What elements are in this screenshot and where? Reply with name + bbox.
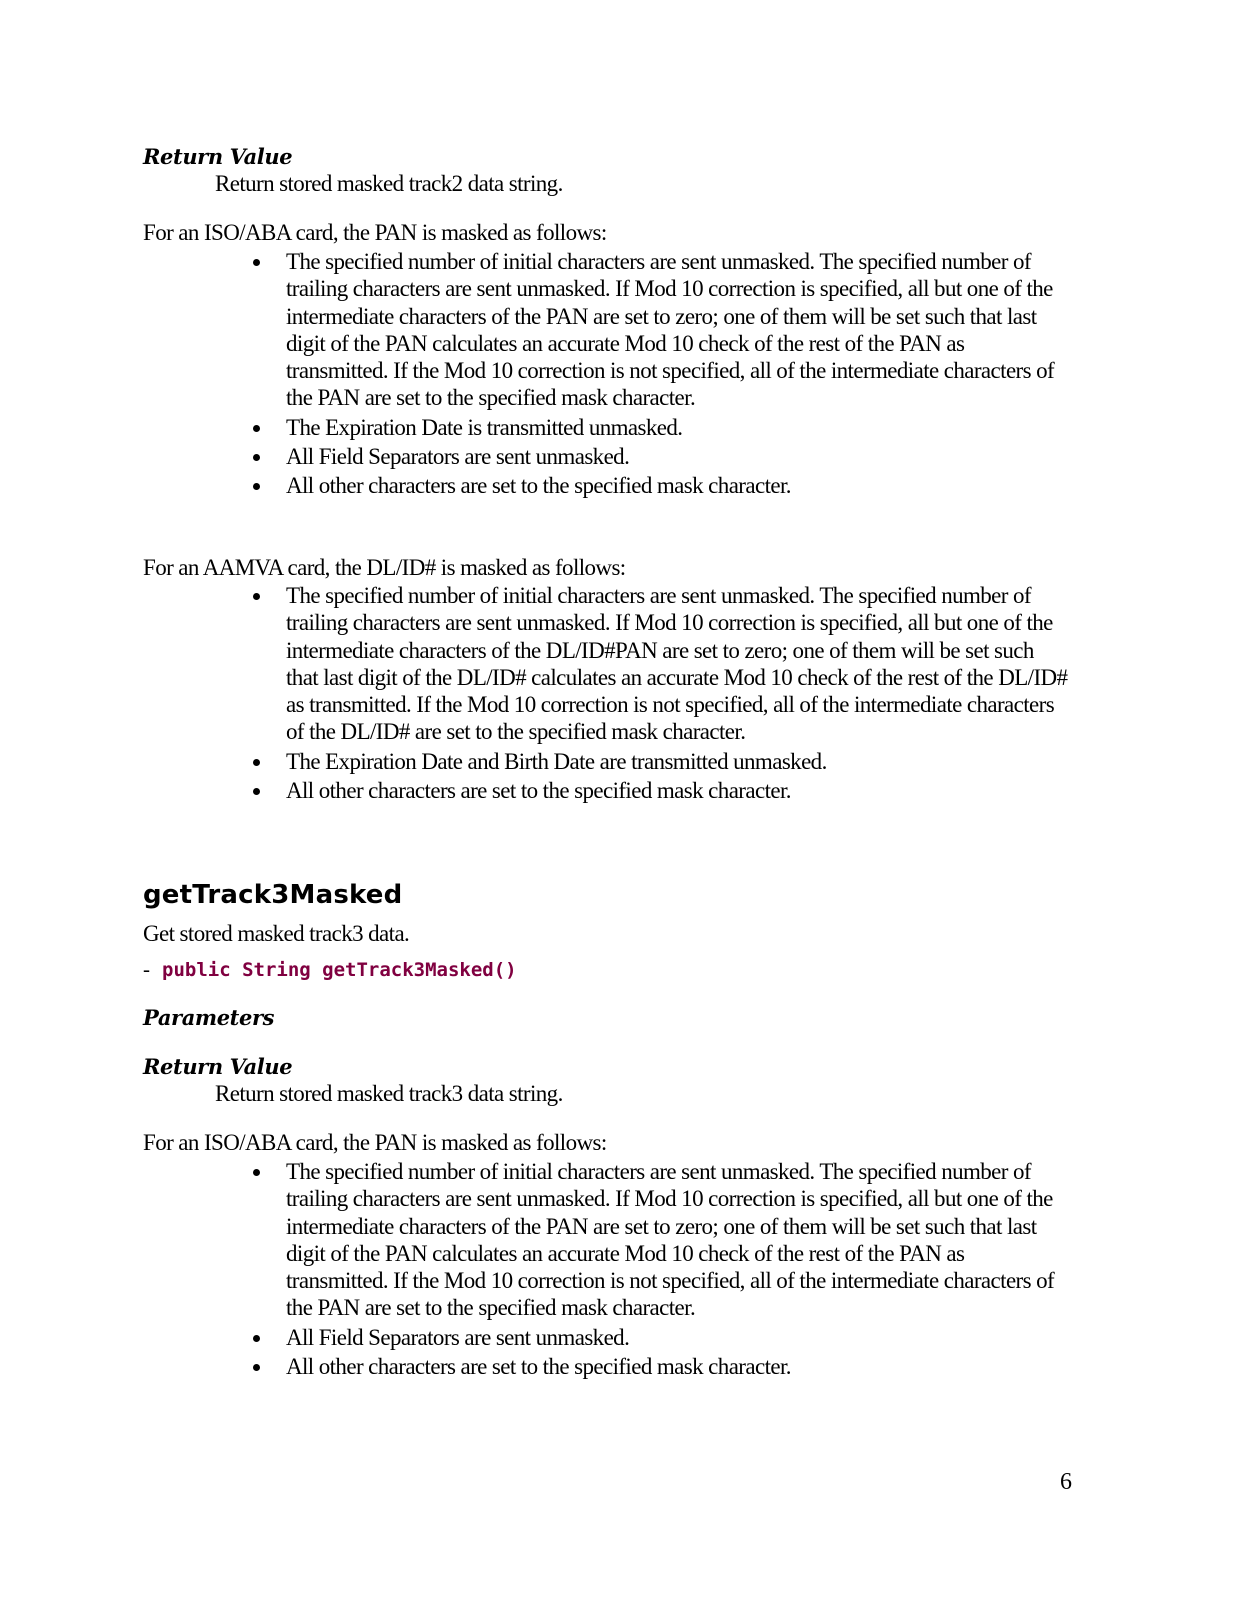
iso-aba-intro-2: For an ISO/ABA card, the PAN is masked as follows: (143, 1130, 607, 1155)
list-item: All Field Separators are sent unmasked. (250, 443, 1070, 470)
signature-code: public String getTrack3Masked() (162, 959, 517, 981)
return-value-text-2: Return stored masked track3 data string. (215, 1081, 563, 1106)
signature-dash: - (143, 957, 150, 981)
method-signature (143, 957, 1083, 982)
return-value-text: Return stored masked track2 data string. (215, 171, 563, 196)
list-item: All Field Separators are sent unmasked. (250, 1324, 1070, 1351)
bullet-icon (253, 1335, 260, 1342)
list-item: The Expiration Date is transmitted unmasked. (250, 414, 1070, 441)
list-item: The specified number of initial characters are sent unmasked. The specified number of trailing characters are sent unmasked. If Mod 10 correction is specified, all but one of the intermediate characters of the PAN are set to zero; one of them will be set such that last digit of the PAN calculates an accurate Mod 10 check of the rest of the PAN as transmitted. If the Mod 10 correction is not specified, all of the intermediate characters of the PAN are set to the specified mask character. (250, 248, 1070, 412)
return-value-heading-2: Return Value (143, 1054, 293, 1079)
aamva-bullet-list (250, 582, 1070, 804)
page-number: 6 (1060, 1469, 1072, 1495)
iso-aba-intro: For an ISO/ABA card, the PAN is masked as follows: (143, 220, 607, 245)
return-value-heading: Return Value (143, 144, 293, 169)
bullet-icon (253, 1364, 260, 1371)
bullet-icon (253, 593, 260, 600)
list-item: All other characters are set to the specified mask character. (250, 1353, 1070, 1380)
bullet-icon (253, 259, 260, 266)
iso-aba-bullet-list (250, 248, 1070, 500)
parameters-heading: Parameters (143, 1005, 275, 1030)
bullet-icon (253, 483, 260, 490)
iso-aba-bullet-list-2 (250, 1158, 1070, 1380)
bullet-icon (253, 425, 260, 432)
list-item: The specified number of initial characters are sent unmasked. The specified number of trailing characters are sent unmasked. If Mod 10 correction is specified, all but one of the intermediate characters of the PAN are set to zero; one of them will be set such that last digit of the PAN calculates an accurate Mod 10 check of the rest of the PAN as transmitted. If the Mod 10 correction is not specified, all of the intermediate characters of the PAN are set to the specified mask character. (250, 1158, 1070, 1322)
bullet-icon (253, 759, 260, 766)
list-item: The specified number of initial characters are sent unmasked. The specified number of trailing characters are sent unmasked. If Mod 10 correction is specified, all but one of the intermediate characters of the DL/ID#PAN are set to zero; one of them will be set such that last digit of the DL/ID# calculates an accurate Mod 10 check of the rest of the DL/ID# as transmitted. If the Mod 10 correction is not specified, all of the intermediate characters of the DL/ID# are set to the specified mask character. (250, 582, 1070, 746)
bullet-icon (253, 1169, 260, 1176)
list-item: The Expiration Date and Birth Date are transmitted unmasked. (250, 748, 1070, 775)
bullet-icon (253, 454, 260, 461)
method-description: Get stored masked track3 data. (143, 921, 410, 946)
list-item: All other characters are set to the specified mask character. (250, 472, 1070, 499)
aamva-intro: For an AAMVA card, the DL/ID# is masked as follows: (143, 555, 626, 580)
bullet-icon (253, 788, 260, 795)
list-item: All other characters are set to the specified mask character. (250, 777, 1070, 804)
method-title: getTrack3Masked (143, 880, 403, 910)
